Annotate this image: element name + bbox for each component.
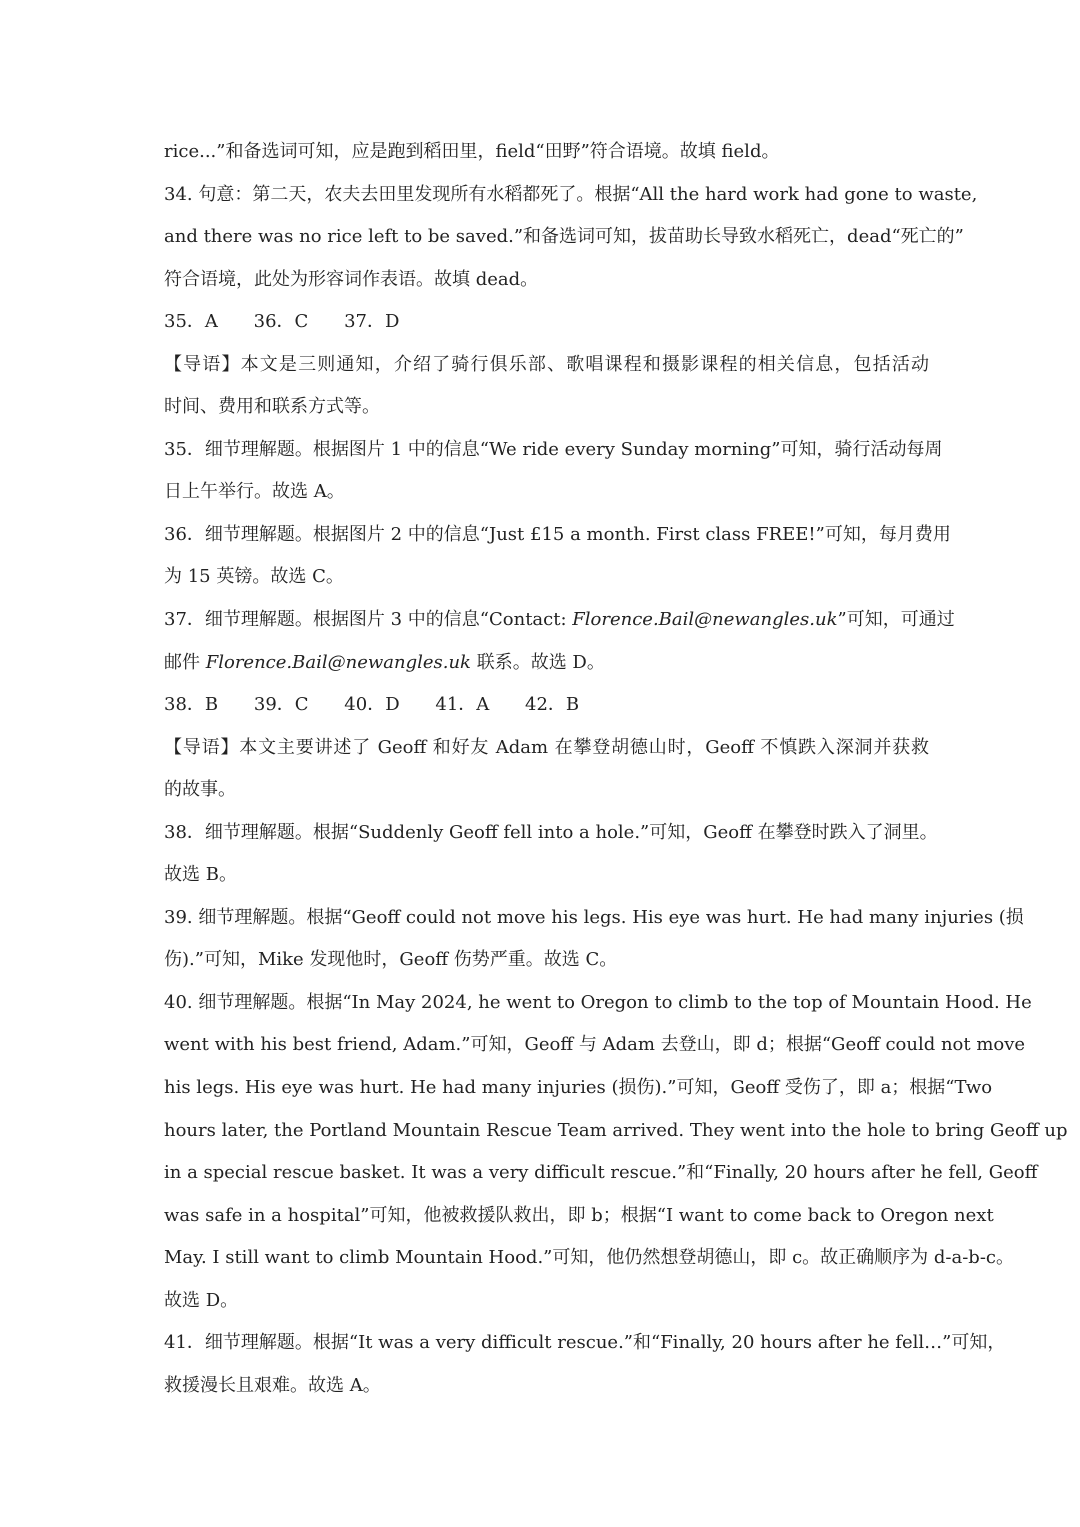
answer-39: 39．C bbox=[253, 694, 309, 716]
q37-line-2: 邮件 Florence.Bail@newangles.uk 联系。故选 D。 bbox=[164, 651, 605, 673]
text-line: 【导语】本文是三则通知，介绍了骑行俱乐部、歌唱课程和摄影课程的相关信息，包括活动 bbox=[164, 353, 929, 375]
text-line: 符合语境，此处为形容词作表语。故填 dead。 bbox=[164, 268, 539, 290]
answer-explanation-page bbox=[164, 131, 1068, 1407]
text-line: his legs. His eye was hurt. He had many injuries (损伤).”可知，Geoff 受伤了，即 a；根据“Two bbox=[164, 1077, 993, 1099]
text-line: 41．细节理解题。根据“It was a very difficult rescue.”和“Finally, 20 hours after he fell…”可知， bbox=[164, 1332, 1006, 1354]
answer-40: 40．D bbox=[344, 694, 400, 716]
text-line: 38．细节理解题。根据“Suddenly Geoff fell into a hole.”可知，Geoff 在攀登时跌入了洞里。 bbox=[164, 821, 938, 843]
text-line: 35．细节理解题。根据图片 1 中的信息“We ride every Sunday morning”可知，骑行活动每周 bbox=[164, 438, 943, 460]
text-line: 故选 B。 bbox=[164, 864, 237, 886]
text-line: 故选 D。 bbox=[164, 1289, 239, 1311]
email-text: Florence.Bail@newangles.uk bbox=[205, 651, 471, 673]
text-line: 的故事。 bbox=[164, 779, 236, 801]
email-text: Florence.Bail@newangles.uk bbox=[572, 609, 838, 631]
answer-35: 35．A bbox=[164, 311, 218, 333]
text-line: 39. 细节理解题。根据“Geoff could not move his legs. His eye was hurt. He had many injuries (损 bbox=[164, 906, 1024, 928]
answer-37: 37．D bbox=[344, 311, 400, 333]
answer-42: 42．B bbox=[525, 694, 580, 716]
text-line: 34. 句意：第二天，农夫去田里发现所有水稻都死了。根据“All the hard work had gone to waste, bbox=[164, 183, 978, 205]
answer-41: 41．A bbox=[435, 694, 490, 716]
text-line: 为 15 英镑。故选 C。 bbox=[164, 566, 344, 588]
text-line: 救援漫长且艰难。故选 A。 bbox=[164, 1374, 381, 1396]
answer-key-38-42 bbox=[164, 684, 929, 727]
answer-key-35-37 bbox=[164, 301, 929, 344]
answer-36: 36．C bbox=[253, 311, 309, 333]
text-line: 40. 细节理解题。根据“In May 2024, he went to Oregon to climb to the top of Mountain Hood. He bbox=[164, 991, 1032, 1013]
text-line: May. I still want to climb Mountain Hood.”可知，他仍然想登胡德山，即 c。故正确顺序为 d-a-b-c。 bbox=[164, 1247, 1014, 1269]
text-line: was safe in a hospital”可知，他被救援队救出，即 b；根据“I want to come back to Oregon next bbox=[164, 1204, 994, 1226]
text-line: in a special rescue basket. It was a very difficult rescue.”和“Finally, 20 hours after he fell, Geoff bbox=[164, 1162, 1038, 1184]
text-line: went with his best friend, Adam.”可知，Geoff 与 Adam 去登山，即 d；根据“Geoff could not move bbox=[164, 1034, 1026, 1056]
text-line: 伤).”可知，Mike 发现他时，Geoff 伤势严重。故选 C。 bbox=[164, 949, 618, 971]
text-line: hours later, the Portland Mountain Rescue Team arrived. They went into the hole to bring Geoff up bbox=[164, 1119, 1068, 1141]
answer-38: 38．B bbox=[164, 694, 219, 716]
text-line: 36．细节理解题。根据图片 2 中的信息“Just £15 a month. First class FREE!”可知，每月费用 bbox=[164, 523, 951, 545]
text-line: 日上午举行。故选 A。 bbox=[164, 481, 345, 503]
text-line: 时间、费用和联系方式等。 bbox=[164, 396, 380, 418]
text-line: rice...”和备选词可知，应是跑到稻田里，field“田野”符合语境。故填 field。 bbox=[164, 141, 780, 162]
text-line: 【导语】本文主要讲述了 Geoff 和好友 Adam 在攀登胡德山时，Geoff 不慎跌入深洞并获救 bbox=[164, 736, 929, 758]
q37-line-1: 37．细节理解题。根据图片 3 中的信息“Contact: Florence.Bail@newangles.uk”可知，可通过 bbox=[164, 609, 955, 631]
text-line: and there was no rice left to be saved.”和备选词可知，拔苗助长导致水稻死亡，dead“死亡的” bbox=[164, 226, 964, 248]
